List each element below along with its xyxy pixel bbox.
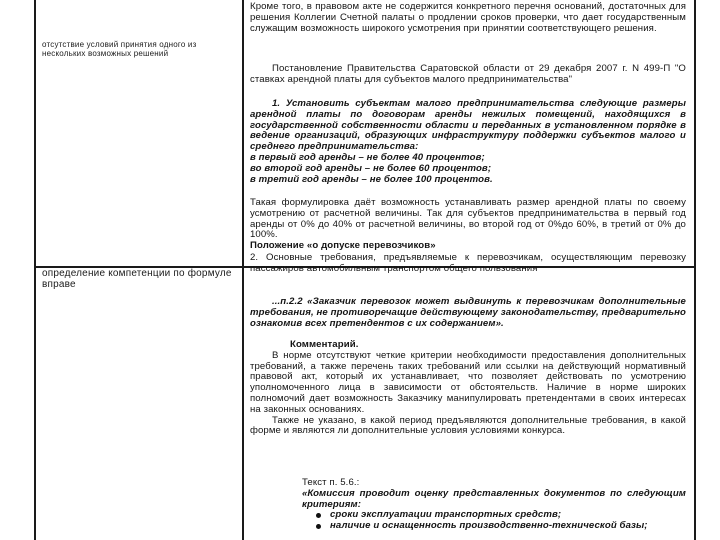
text-block-7: Комментарий. В норме отсутствуют четкие критерии необходимости предоставления дополнительных требований, а также перечень таких требований или ссылки на действующий нормативный правовой акт, который их устанавливает, что позволяет действовать по усмотрению уполномоченного лица в зависимости от обстоятельств. Наличие в норме широких полномочий дает возможность Заказчику манипулировать претендентами в своих интересах на законных основаниях. Также не указано, в какой период предъявляются дополнительные требования, в какой форме и являются ли дополнительные условия условиями конкурса. — [250, 339, 686, 437]
left-cell-1: отсутствие условий принятия одного из нескольких возможных решений — [42, 40, 197, 58]
table-border-left — [34, 0, 36, 540]
text-block-4: Такая формулировка даёт возможность устанавливать размер арендной платы по своему усмотрению от расчетной величины. Так для субъектов предпринимательства в первый год аренды от 0% до 40% от расчетной величины, во второй год от 0%до 60%, в третий от 0% до 100%. Положение «о допуске перевозчиков» — [250, 197, 686, 252]
text-block-1: Кроме того, в правовом акте не содержится конкретного перечня оснований, достаточных для решения Коллегии Счетной палаты о продлении сроков проверки, что дает государственным служащим возможность широкого усмотрения при принятии соответствующего решения. — [250, 1, 686, 34]
table-border-column — [242, 0, 244, 540]
list-item: наличие и оснащенность производственно-технической базы; — [302, 521, 686, 532]
text-block-8: Текст п. 5.6.: «Комиссия проводит оценку представленных документов по следующим критериям: сроки эксплуатации транспортных средств; наличие и оснащенность производственно-технической базы; — [250, 478, 686, 532]
text-block-5: 2. Основные требования, предъявляемые к перевозчикам, осуществляющим перевозку пассажиров автомобильным транспортом общего пользования — [250, 252, 686, 274]
left-cell-2: определение компетенции по формуле вправе — [42, 268, 232, 290]
text-block-6: ...п.2.2 «Заказчик перевозок может выдвинуть к перевозчикам дополнительные требования, не противоречащие действующему законодательству, предварительно ознакомив всех претендентов с их содержанием». — [250, 296, 686, 329]
list-item: сроки эксплуатации транспортных средств; — [302, 510, 686, 521]
text-block-2: Постановление Правительства Саратовской области от 29 декабря 2007 г. N 499-П "О ставках арендной платы для субъектов малого предпринимательства" — [250, 63, 686, 85]
table-border-right — [694, 0, 696, 540]
bullet-icon — [316, 524, 321, 529]
document-page — [12, 0, 710, 540]
bullet-icon — [316, 513, 321, 518]
criteria-list — [250, 510, 686, 532]
text-block-3: 1. Установить субъектам малого предпринимательства следующие размеры арендной платы по договорам аренды нежилых помещений, находящихся в государственной собственности области и переданных в установленном порядке в ведение организаций, образующих инфраструктуру поддержки субъектов малого и среднего предпринимательства: в первый год аренды – не более 40 процентов; во второй год аренды – не более 60 процентов; в третий год аренды – не более 100 процентов. — [250, 98, 686, 185]
